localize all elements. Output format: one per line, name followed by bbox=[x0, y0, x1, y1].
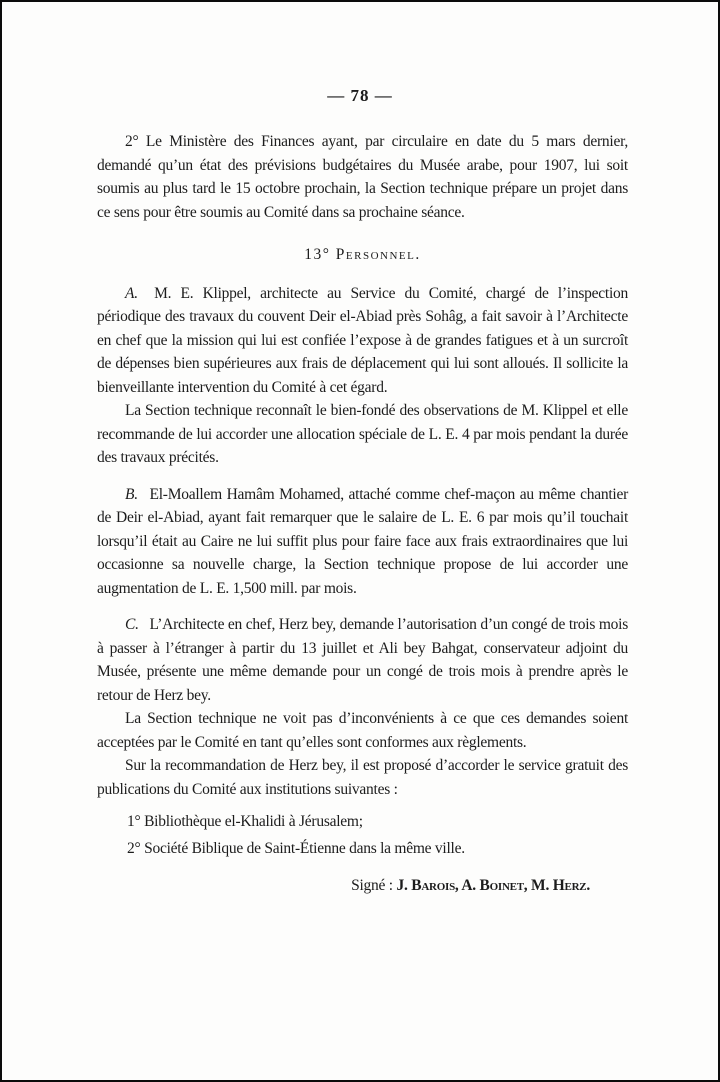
paragraph-text-b: El-Moallem Hamâm Mohamed, attaché comme chef-maçon au même chantier de Deir el-Abiad, ayant fait remarquer que le salaire de L. E. 6 par mois qu’il touchait lorsqu’il était au Caire ne lui suffit plus pour faire face aux frais extraordinaires que lui occasionne sa nouvelle charge, la Section technique propose de lui accorder une augmentation de L. E. 1,500 mill. par mois. bbox=[97, 485, 628, 597]
paragraph-finances-circular: 2° Le Ministère des Finances ayant, par circulaire en date du 5 mars dernier, demandé qu’un état des prévisions budgétaires du Musée arabe, pour 1907, lui soit soumis au plus tard le 15 octobre prochain, la Section technique prépare un projet dans ce sens pour être soumis au Comité dans sa prochaine séance. bbox=[97, 133, 628, 221]
paragraph-conge-resolution: La Section technique ne voit pas d’inconvénients à ce que ces demandes soient acceptées par le Comité en tant qu’elles sont conformes aux règlements. bbox=[97, 710, 628, 751]
paragraph-hamam-mohamed bbox=[97, 483, 628, 601]
paragraph-herz-conge bbox=[97, 613, 628, 707]
institution-item-saint-etienne: 2° Société Biblique de Saint-Étienne dans la même ville. bbox=[127, 839, 465, 857]
page-content bbox=[97, 130, 628, 898]
paragraph-lead-a: A. bbox=[125, 284, 138, 302]
paragraph-text-a: M. E. Klippel, architecte au Service du Comité, chargé de l’inspection périodique des travaux du couvent Deir el-Abiad près Sohâg, a fait savoir à l’Architecte en chef que la mission qui lui est confiée l’expose à de grandes fatigues et à un surcroît de dépenses bien supérieures aux frais de déplacement qui lui sont alloués. Il sollicite la bienveillante intervention du Comité à cet égard. bbox=[97, 284, 629, 396]
signature-names: J. Barois, A. Boinet, M. Herz. bbox=[396, 877, 590, 894]
signature-label: Signé : bbox=[351, 877, 393, 894]
paragraph-text-c: L’Architecte en chef, Herz bey, demande l’autorisation d’un congé de trois mois à passer à l’étranger à partir du 13 juillet et Ali bey Bahgat, conservateur adjoint du Musée, présente une même demande pour un congé de trois mois à prendre après le retour de Herz bey. bbox=[97, 616, 629, 704]
paragraph-klippel bbox=[97, 282, 628, 400]
paragraph-lead-c: C. bbox=[125, 616, 139, 633]
paragraph-publications-recommendation: Sur la recommandation de Herz bey, il est proposé d’accorder le service gratuit des publications du Comité aux institutions suivantes : bbox=[97, 757, 628, 798]
page-number: — 78 — bbox=[327, 86, 393, 105]
institutions-list bbox=[97, 810, 628, 860]
section-heading-personnel: 13° Personnel. bbox=[304, 246, 421, 263]
paragraph-lead-b: B. bbox=[125, 485, 138, 503]
paragraph-klippel-resolution: La Section technique reconnaît le bien-fondé des observations de M. Klippel et elle recommande de lui accorder une allocation spéciale de L. E. 4 par mois pendant la durée des travaux précités. bbox=[97, 402, 628, 466]
signature-line bbox=[97, 874, 628, 898]
institution-item-khalidi: 1° Bibliothèque el-Khalidi à Jérusalem; bbox=[127, 813, 363, 830]
